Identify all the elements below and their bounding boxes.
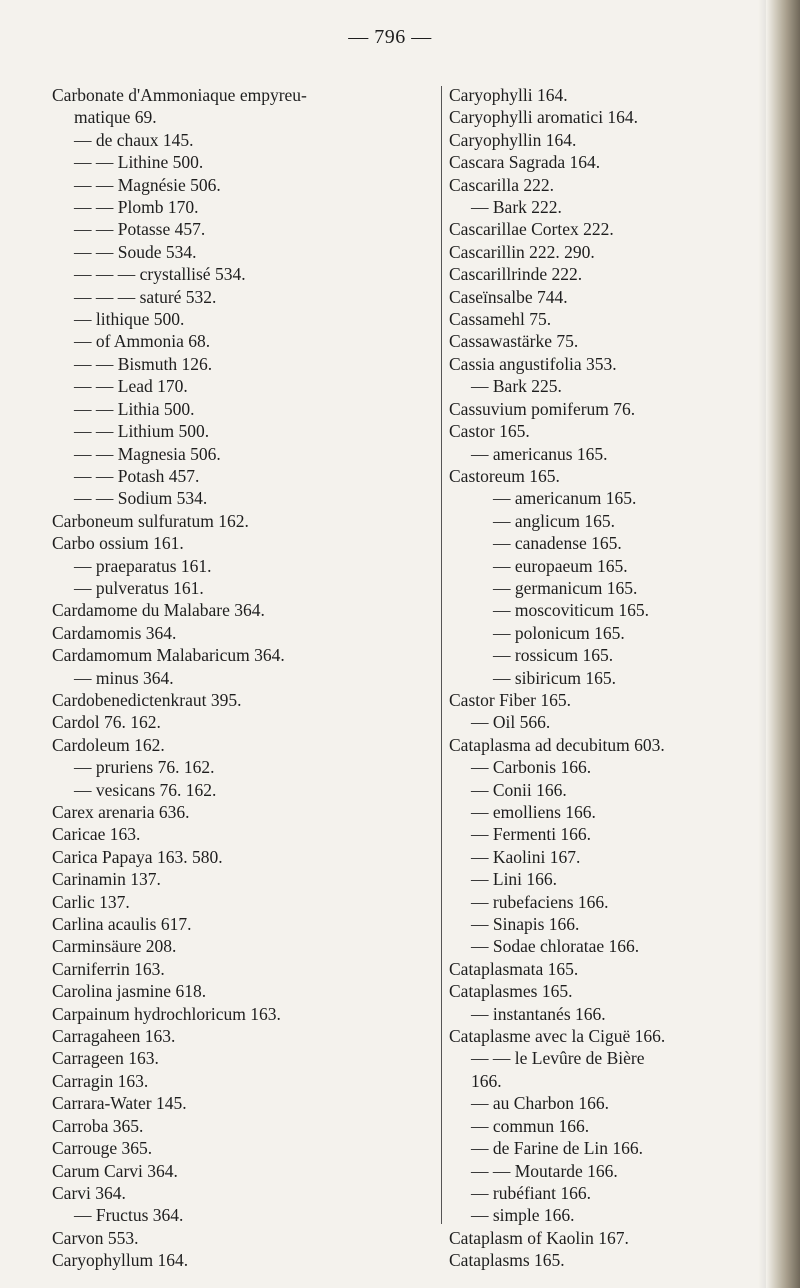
index-entry: — praeparatus 161. <box>74 555 212 576</box>
index-entry: Caryophyllum 164. <box>52 1250 189 1271</box>
index-entry: Cataplasma ad decubitum 603. <box>449 734 665 755</box>
index-entry: — europaeum 165. <box>493 555 628 576</box>
index-entry: Cardamomum Malabaricum 364. <box>52 645 285 666</box>
index-entry: — — le Levûre de Bière <box>471 1048 645 1069</box>
index-entry: — of Ammonia 68. <box>74 331 211 352</box>
index-entry: — Lini 166. <box>471 869 558 890</box>
index-entry: Caseïnsalbe 744. <box>449 286 568 307</box>
index-entry: — pulveratus 161. <box>74 577 204 598</box>
index-entry: Carvi 364. <box>52 1182 126 1203</box>
index-entry: — Fermenti 166. <box>471 824 592 845</box>
index-entry: — instantanés 166. <box>471 1003 606 1024</box>
index-entry: Carvon 553. <box>52 1227 139 1248</box>
index-entry: Cassia angustifolia 353. <box>449 353 617 374</box>
index-entry: — germanicum 165. <box>493 577 638 598</box>
left-index-column <box>52 84 438 1272</box>
index-entry: Carragin 163. <box>52 1070 149 1091</box>
index-entry: Cataplasmes 165. <box>449 981 573 1002</box>
index-entry: Caricae 163. <box>52 824 141 845</box>
index-entry: — minus 364. <box>74 667 174 688</box>
index-entry: Cascarillrinde 222. <box>449 264 583 285</box>
index-entry: — — Lithine 500. <box>74 152 204 173</box>
index-entry: matique 69. <box>74 107 157 128</box>
index-entry: Carrara-Water 145. <box>52 1093 187 1114</box>
index-entry: — emolliens 166. <box>471 802 596 822</box>
index-entry: — — Moutarde 166. <box>471 1160 618 1181</box>
index-entry: Carpainum hydrochloricum 163. <box>52 1003 281 1024</box>
index-entry: — anglicum 165. <box>493 510 615 531</box>
index-entry: Carniferrin 163. <box>52 958 165 979</box>
index-entry: Carica Papaya 163. 580. <box>52 846 223 867</box>
index-entry: Carlina acaulis 617. <box>52 914 192 935</box>
index-entry: — au Charbon 166. <box>471 1093 610 1114</box>
index-entry: — lithique 500. <box>74 309 185 330</box>
index-entry: Carrouge 365. <box>52 1138 153 1159</box>
index-entry: Cassamehl 75. <box>449 309 552 330</box>
index-entry: Caryophylli aromatici 164. <box>449 107 639 128</box>
index-entry: — — Potash 457. <box>74 465 200 486</box>
page-edge-shadow <box>758 0 766 1288</box>
index-entry: 166. <box>471 1070 502 1091</box>
index-entry: — Kaolini 167. <box>471 846 581 867</box>
index-entry: Carroba 365. <box>52 1115 144 1136</box>
index-entry: — rossicum 165. <box>493 645 614 666</box>
index-entry: Carinamin 137. <box>52 869 161 890</box>
index-entry: — americanum 165. <box>493 488 637 509</box>
index-entry: — Fructus 364. <box>74 1205 184 1226</box>
index-entry: — Conii 166. <box>471 779 567 800</box>
index-entry: — americanus 165. <box>471 443 608 464</box>
index-entry: — commun 166. <box>471 1115 590 1136</box>
index-entry: — Bark 225. <box>471 376 562 397</box>
index-entry: Cardol 76. 162. <box>52 712 161 733</box>
index-entry: — pruriens 76. 162. <box>74 757 215 778</box>
index-entry: — Sodae chloratae 166. <box>471 936 640 957</box>
index-entry: — simple 166. <box>471 1205 575 1226</box>
index-entry: — — Soude 534. <box>74 241 197 262</box>
index-entry: — rubefaciens 166. <box>471 891 609 912</box>
index-entry: Cascarillae Cortex 222. <box>449 219 614 240</box>
index-entry: Carragaheen 163. <box>52 1026 176 1047</box>
index-entry: — de chaux 145. <box>74 129 194 150</box>
index-entry: — — Plomb 170. <box>74 197 199 218</box>
index-entry: — Sinapis 166. <box>471 914 580 935</box>
index-entry: Carex arenaria 636. <box>52 802 190 822</box>
index-entry: Carminsäure 208. <box>52 936 177 957</box>
index-entry: — — Magnésie 506. <box>74 174 221 195</box>
index-entry: — rubéfiant 166. <box>471 1182 592 1203</box>
index-entry: — vesicans 76. 162. <box>74 779 217 800</box>
index-entry: Cassuvium pomiferum 76. <box>449 398 636 419</box>
index-entry: Carboneum sulfuratum 162. <box>52 510 249 531</box>
index-entry: — sibiricum 165. <box>493 667 616 688</box>
index-entry: — Bark 222. <box>471 197 562 218</box>
index-entry: Cascarilla 222. <box>449 174 554 195</box>
column-divider <box>441 86 442 1224</box>
index-entry: Carbo ossium 161. <box>52 533 184 554</box>
index-entry: Cataplasms 165. <box>449 1250 565 1271</box>
index-entry: — de Farine de Lin 166. <box>471 1138 644 1159</box>
index-entry: Cassawastärke 75. <box>449 331 579 352</box>
index-entry: — polonicum 165. <box>493 622 625 643</box>
index-entry: Cardamomis 364. <box>52 622 177 643</box>
index-entry: Cascarillin 222. 290. <box>449 241 595 262</box>
index-entry: Cataplasme avec la Ciguë 166. <box>449 1026 666 1047</box>
index-entry: Carolina jasmine 618. <box>52 981 207 1002</box>
index-entry: — — — saturé 532. <box>74 286 217 307</box>
index-entry: Cascara Sagrada 164. <box>449 152 601 173</box>
index-entry: Caryophyllin 164. <box>449 129 577 150</box>
index-entry: — — Sodium 534. <box>74 488 208 509</box>
index-entry: — — Lithia 500. <box>74 398 195 419</box>
index-entry: Cardoleum 162. <box>52 734 165 755</box>
index-entry: — — Potasse 457. <box>74 219 206 240</box>
index-entry: — — — crystallisé 534. <box>74 264 246 285</box>
index-entry: — canadense 165. <box>493 533 622 554</box>
index-entry: — — Magnesia 506. <box>74 443 221 464</box>
index-entry: Cardamome du Malabare 364. <box>52 600 265 621</box>
index-entry: Carum Carvi 364. <box>52 1160 178 1181</box>
index-entry: Castor 165. <box>449 421 530 442</box>
index-entry: Cardobenedictenkraut 395. <box>52 689 242 710</box>
index-entry: — Oil 566. <box>471 712 551 733</box>
index-entry: Carbonate d'Ammoniaque empyreu- <box>52 85 307 105</box>
index-entry: — moscoviticum 165. <box>493 600 650 621</box>
index-entry: — Carbonis 166. <box>471 757 592 778</box>
index-entry: — — Bismuth 126. <box>74 353 213 374</box>
book-edge <box>766 0 800 1288</box>
index-entry: — — Lead 170. <box>74 376 188 397</box>
index-entry: Carlic 137. <box>52 891 130 912</box>
index-entry: Carrageen 163. <box>52 1048 159 1069</box>
index-entry: Cataplasmata 165. <box>449 958 579 979</box>
index-entry: Caryophylli 164. <box>449 85 568 105</box>
page-number: — 796 — <box>348 26 432 48</box>
index-entry: — — Lithium 500. <box>74 421 210 442</box>
index-entry: Castoreum 165. <box>449 465 560 486</box>
right-index-column <box>449 84 749 1272</box>
index-entry: Cataplasm of Kaolin 167. <box>449 1227 629 1248</box>
index-entry: Castor Fiber 165. <box>449 689 572 710</box>
